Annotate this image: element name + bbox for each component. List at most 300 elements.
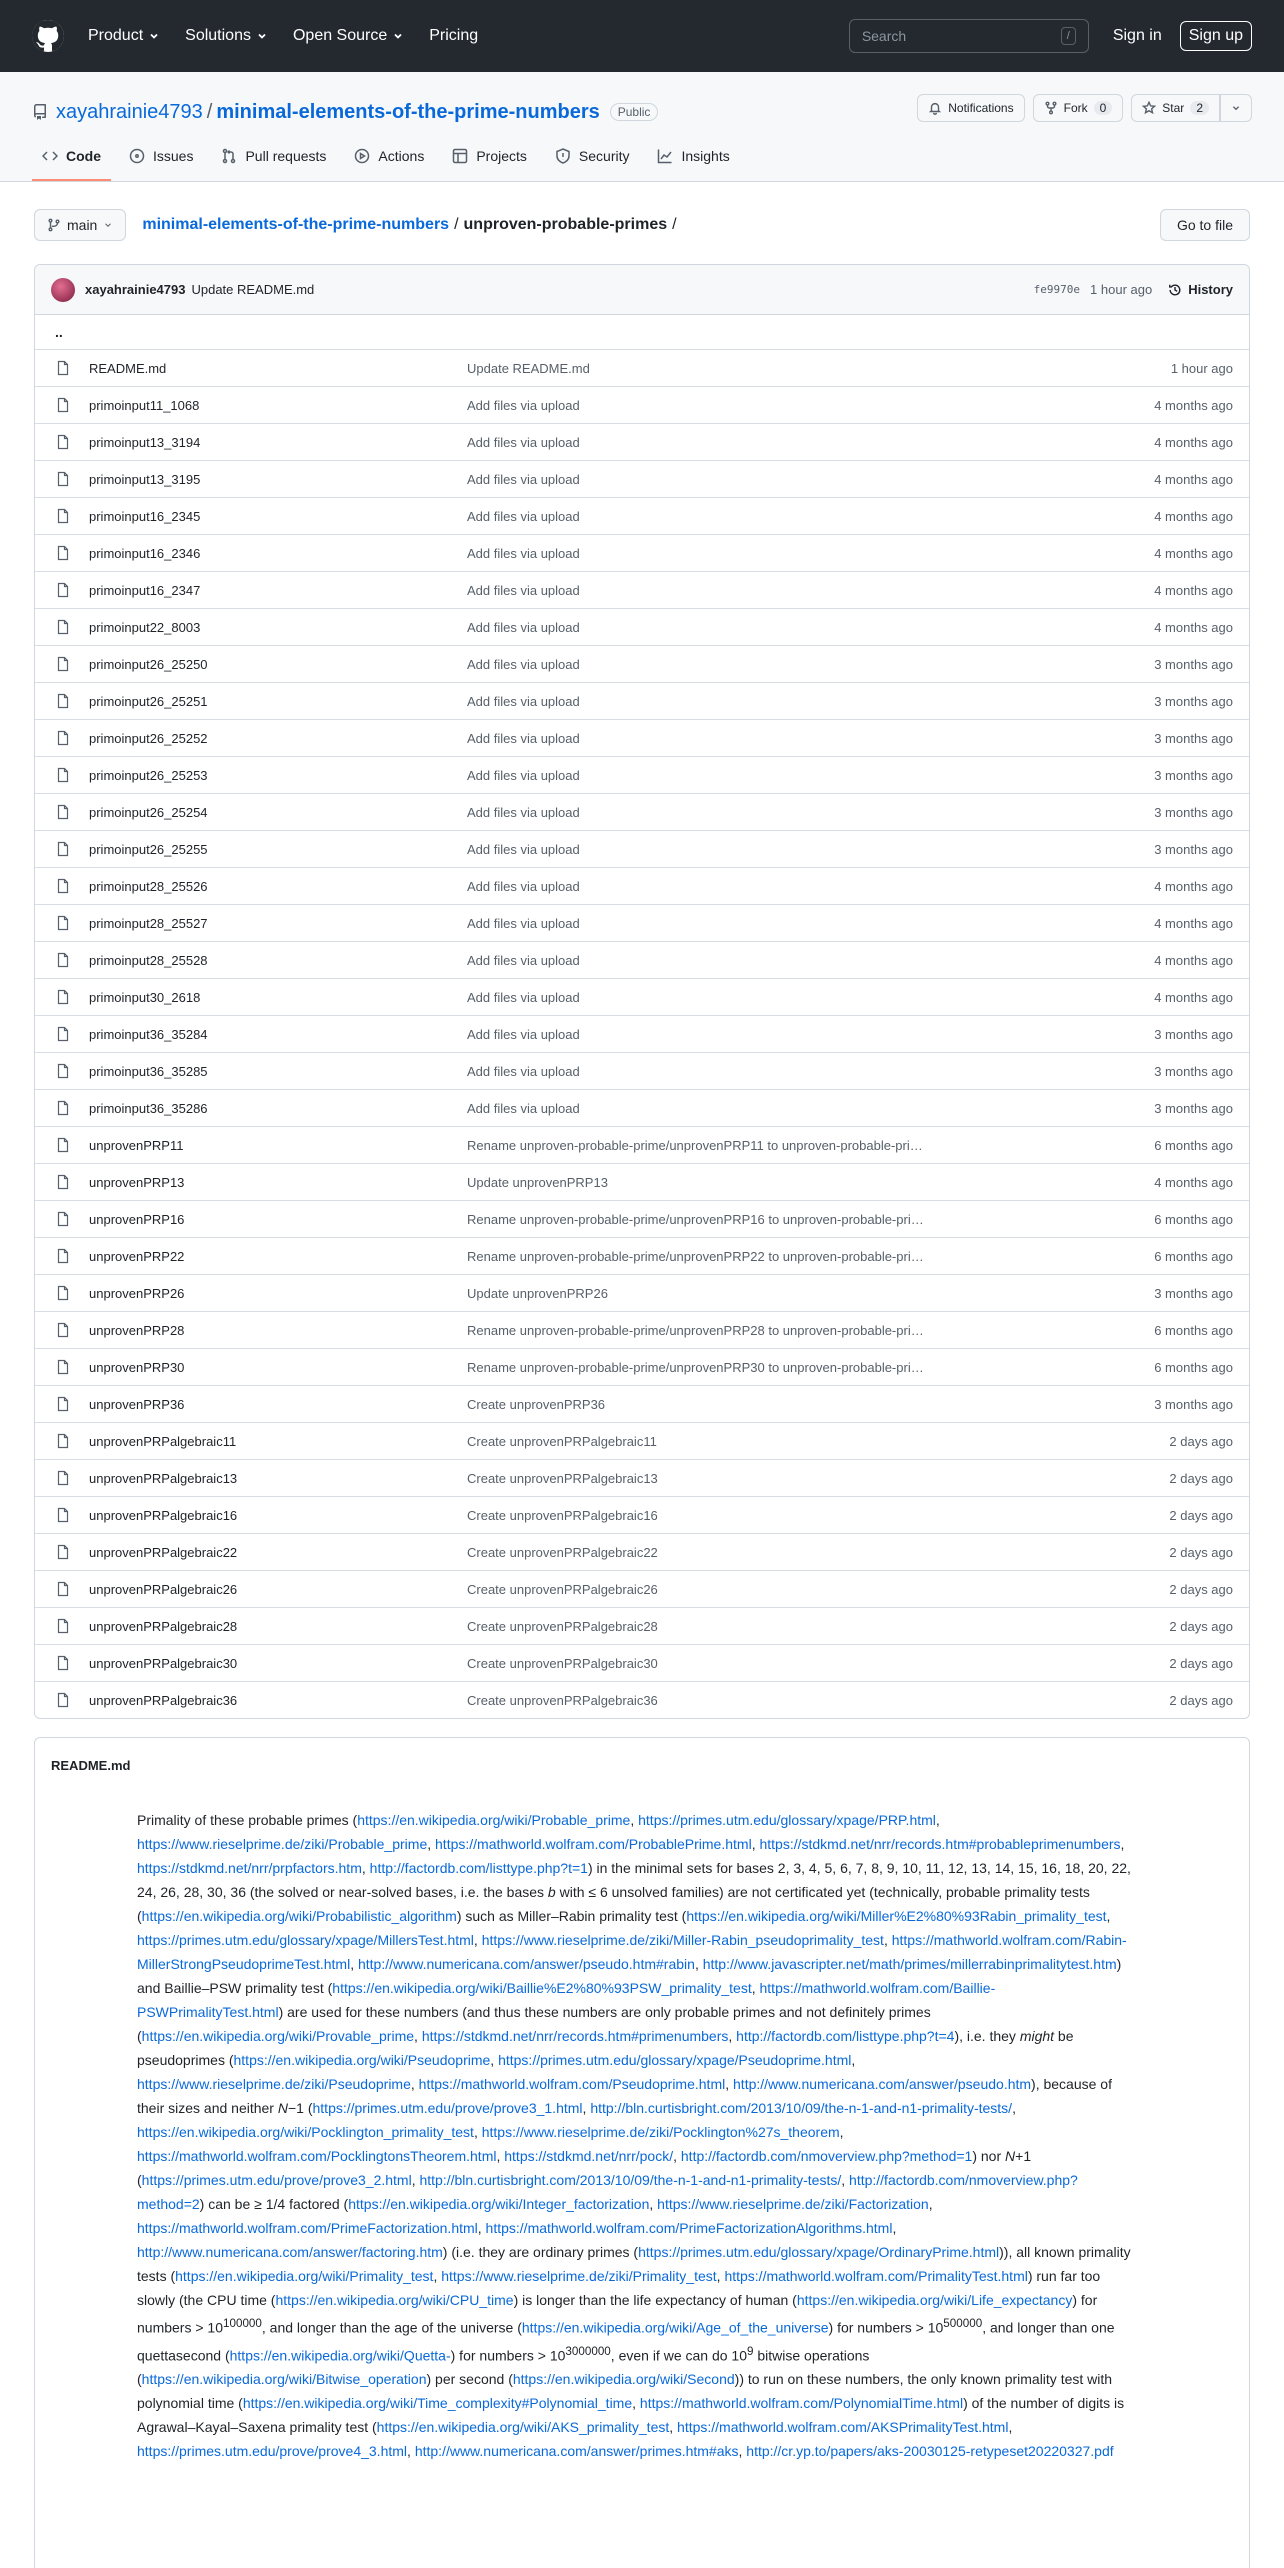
file-icon [55, 1211, 71, 1227]
file-name-link[interactable]: primoinput13_3194 [89, 434, 201, 450]
file-row [35, 1163, 1249, 1200]
file-commit-link[interactable]: Create unprovenPRPalgebraic30 [467, 1655, 658, 1671]
file-commit-link[interactable]: Add files via upload [467, 989, 580, 1005]
readme-link[interactable]: https://primes.utm.edu/glossary/xpage/Pseudoprime.html [498, 2052, 852, 2068]
file-commit-link[interactable]: Create unprovenPRPalgebraic36 [467, 1692, 658, 1708]
readme-link[interactable]: https://stdkmd.net/nrr/records.htm#probableprimenumbers [759, 1836, 1121, 1852]
readme-link[interactable]: https://en.wikipedia.org/wiki/Life_expectancy [796, 2292, 1073, 2308]
file-icon [55, 397, 71, 413]
readme-link[interactable]: https://en.wikipedia.org/wiki/Pseudoprime [233, 2052, 491, 2068]
file-commit-link[interactable]: Update unprovenPRP13 [467, 1174, 608, 1190]
readme-italic-text: might [1019, 2028, 1055, 2044]
readme-text: ) per second ( [426, 2371, 513, 2388]
repo-icon [32, 104, 48, 120]
nav-pricing[interactable]: Pricing [429, 27, 479, 44]
readme-text: , [716, 2268, 725, 2284]
file-name-link[interactable]: primoinput26_25255 [89, 841, 208, 857]
visibility-badge: Public [610, 103, 659, 121]
star-button[interactable]: Star 2 [1131, 94, 1220, 122]
file-commit-link[interactable]: Rename unproven-probable-prime/unprovenPRP16 to unproven-probable-pri… [467, 1211, 924, 1227]
sign-in-link[interactable]: Sign in [1112, 27, 1162, 44]
readme-link[interactable]: http://factordb.com/listtype.php?t=1 [369, 1860, 588, 1876]
readme-link[interactable]: https://www.rieselprime.de/ziki/Primality_test [441, 2268, 717, 2284]
file-name-link[interactable]: primoinput28_25527 [89, 915, 208, 931]
readme-link[interactable]: https://en.wikipedia.org/wiki/Baillie%E2%80%93PSW_primality_test [332, 1980, 752, 1996]
file-list [35, 315, 1249, 1718]
readme-link[interactable]: https://www.rieselprime.de/ziki/Pseudoprime [137, 2076, 411, 2092]
readme-link[interactable]: https://mathworld.wolfram.com/PrimalityTest.html [724, 2268, 1028, 2284]
readme-link[interactable]: https://mathworld.wolfram.com/PolynomialTime.html [639, 2395, 964, 2412]
file-icon [55, 1692, 71, 1708]
tab-projects[interactable]: Projects [442, 133, 537, 181]
readme-link[interactable]: https://en.wikipedia.org/wiki/Probabilistic_algorithm [141, 1908, 457, 1924]
file-name-link[interactable]: primoinput16_2347 [89, 582, 201, 598]
readme-link[interactable]: http://factordb.com/listtype.php?t=4 [736, 2028, 955, 2044]
file-row [35, 349, 1249, 386]
file-icon [55, 878, 71, 894]
repo-actions [917, 94, 1252, 122]
readme-text: , [673, 2148, 681, 2164]
readme-text: , [935, 1812, 940, 1828]
file-name-link[interactable]: unprovenPRP26 [89, 1285, 185, 1301]
readme-link[interactable]: https://mathworld.wolfram.com/Baillie-PSWPrimalityTest.html [137, 1980, 996, 2020]
readme-link[interactable]: http://www.numericana.com/answer/factoring.htm [137, 2244, 443, 2260]
readme-link[interactable]: https://en.wikipedia.org/wiki/Probable_prime [357, 1812, 631, 1828]
file-icon [55, 1396, 71, 1412]
file-icon [55, 656, 71, 672]
file-name-link[interactable]: primoinput36_35285 [89, 1063, 208, 1079]
readme-text: ) nor [972, 2148, 1006, 2164]
commit-author-link[interactable]: xayahrainie4793 [85, 282, 186, 297]
file-row [35, 1052, 1249, 1089]
tab-code[interactable]: Code [32, 133, 111, 181]
search-shortcut-key: / [1061, 27, 1076, 45]
chevron-down-icon [257, 31, 267, 41]
readme-link[interactable]: http://factordb.com/nmoverview.php?method=1 [680, 2148, 973, 2164]
file-name-link[interactable]: unprovenPRP36 [89, 1396, 185, 1412]
file-commit-link[interactable]: Add files via upload [467, 730, 580, 746]
readme-superscript: 100000 [223, 2317, 262, 2330]
readme-text: , [883, 1932, 892, 1948]
file-name-link[interactable]: primoinput26_25252 [89, 730, 208, 746]
file-commit-link[interactable]: Add files via upload [467, 767, 580, 783]
readme-title: README.md [35, 1738, 1249, 1794]
parent-directory-link[interactable]: .. [55, 324, 63, 340]
readme-link[interactable]: https://www.rieselprime.de/ziki/Miller-Rabin_pseudoprimality_test [481, 1932, 884, 1948]
file-icon [55, 1026, 71, 1042]
readme-text: , [410, 2076, 419, 2092]
code-icon [42, 148, 58, 164]
file-icon [55, 434, 71, 450]
file-commit-link[interactable]: Add files via upload [467, 545, 580, 561]
file-commit-link[interactable]: Add files via upload [467, 693, 580, 709]
readme-link[interactable]: https://primes.utm.edu/prove/prove3_1.html [312, 2100, 583, 2116]
nav-solutions[interactable]: Solutions [185, 27, 267, 45]
file-row [35, 1533, 1249, 1570]
readme-text: ) (i.e. they are ordinary primes ( [442, 2244, 639, 2260]
readme-link[interactable]: https://www.rieselprime.de/ziki/Factorization [657, 2196, 929, 2212]
readme-text: , [473, 1932, 482, 1948]
readme-link[interactable]: https://www.rieselprime.de/ziki/Pocklington%27s_theorem [481, 2124, 840, 2140]
file-name-link[interactable]: README.md [89, 360, 167, 376]
file-commit-link[interactable]: Update README.md [467, 360, 590, 376]
file-commit-link[interactable]: Add files via upload [467, 804, 580, 820]
readme-text: be pseudoprimes ( [137, 2028, 1074, 2068]
file-name-link[interactable]: primoinput36_35284 [89, 1026, 208, 1042]
repo-name-link[interactable]: minimal-elements-of-the-prime-numbers [216, 100, 600, 123]
readme-text: , [694, 1956, 703, 1972]
file-name-link[interactable]: unprovenPRPalgebraic30 [89, 1655, 238, 1671]
file-age: 2 days ago [1169, 1470, 1233, 1486]
file-age: 2 days ago [1169, 1655, 1233, 1671]
breadcrumb-trailing-separator: / [672, 216, 677, 233]
readme-link[interactable]: http://www.numericana.com/answer/pseudo.htm#rabin [357, 1956, 695, 1972]
file-commit-link[interactable]: Create unprovenPRPalgebraic11 [467, 1433, 657, 1449]
tab-insights[interactable]: Insights [647, 133, 739, 181]
readme-link[interactable]: https://stdkmd.net/nrr/records.htm#primenumbers [421, 2028, 729, 2044]
readme-text: ) such as Miller–Rabin primality test ( [456, 1908, 687, 1924]
file-commit-link[interactable]: Rename unproven-probable-prime/unprovenPRP11 to unproven-probable-pri… [467, 1137, 923, 1153]
file-name-link[interactable]: primoinput22_8003 [89, 619, 201, 635]
file-name-link[interactable]: unprovenPRPalgebraic11 [89, 1433, 237, 1449]
repo-owner-link[interactable]: xayahrainie4793 [56, 100, 203, 123]
readme-link[interactable]: http://factordb.com/nmoverview.php?method=2 [137, 2172, 1078, 2212]
file-row [35, 719, 1249, 756]
file-icon [55, 952, 71, 968]
file-commit-link[interactable]: Rename unproven-probable-prime/unprovenPRP22 to unproven-probable-pri… [467, 1248, 924, 1264]
file-name-link[interactable]: primoinput16_2346 [89, 545, 201, 561]
file-row [35, 1496, 1249, 1533]
file-commit-link[interactable]: Add files via upload [467, 1026, 580, 1042]
file-commit-link[interactable]: Create unprovenPRP36 [467, 1396, 606, 1412]
file-commit-link[interactable]: Create unprovenPRPalgebraic13 [467, 1470, 658, 1486]
file-commit-link[interactable]: Add files via upload [467, 656, 580, 672]
readme-link[interactable]: https://mathworld.wolfram.com/AKSPrimalityTest.html [677, 2419, 1009, 2436]
readme-link[interactable]: http://www.javascripter.net/math/primes/millerrabinprimalitytest.htm [702, 1956, 1117, 1972]
readme-link[interactable]: https://mathworld.wolfram.com/ProbablePrime.html [435, 1836, 752, 1852]
readme-link[interactable]: https://mathworld.wolfram.com/Pseudoprime.html [418, 2076, 726, 2092]
readme-paragraph [137, 1808, 1131, 2463]
file-commit-link[interactable]: Add files via upload [467, 508, 580, 524]
tab-issues[interactable]: Issues [119, 133, 203, 181]
readme-text: , and longer than one quettasecond ( [137, 2319, 1115, 2364]
file-name-link[interactable]: unprovenPRP11 [89, 1137, 184, 1153]
file-icon [55, 619, 71, 635]
file-name-link[interactable]: unprovenPRPalgebraic36 [89, 1692, 238, 1708]
breadcrumb-separator: / [454, 216, 459, 233]
file-age: 3 months ago [1154, 730, 1233, 746]
readme-text: , [841, 2172, 850, 2188]
commit-sha-link[interactable]: fe9970e [1033, 283, 1081, 296]
file-name-link[interactable]: unprovenPRP16 [89, 1211, 185, 1227]
branch-icon [47, 218, 61, 232]
file-name-link[interactable]: unprovenPRPalgebraic13 [89, 1470, 238, 1486]
file-commit-link[interactable]: Add files via upload [467, 1100, 580, 1116]
file-name-link[interactable]: primoinput26_25251 [89, 693, 208, 709]
avatar[interactable] [51, 278, 75, 302]
readme-link[interactable]: https://en.wikipedia.org/wiki/Age_of_the_universe [521, 2319, 829, 2336]
file-age: 2 days ago [1169, 1544, 1233, 1560]
readme-text: ), because of their sizes and neither [137, 2076, 1112, 2116]
repo-separator: / [206, 100, 213, 123]
file-age: 4 months ago [1154, 878, 1233, 894]
readme-link[interactable]: https://stdkmd.net/nrr/pock/ [504, 2148, 674, 2164]
readme-link[interactable]: https://primes.utm.edu/prove/prove4_3.html [137, 2443, 408, 2460]
file-commit-link[interactable]: Add files via upload [467, 471, 580, 487]
readme-link[interactable]: https://mathworld.wolfram.com/Rabin-MillerStrongPseudoprimeTest.html [137, 1932, 1127, 1972]
readme-link[interactable]: https://en.wikipedia.org/wiki/Pocklington_primality_test [137, 2124, 474, 2140]
fork-count: 0 [1094, 101, 1113, 115]
file-row [35, 1089, 1249, 1126]
github-logo-icon[interactable] [32, 20, 64, 52]
file-name-link[interactable]: primoinput28_25526 [89, 878, 208, 894]
star-list-dropdown[interactable] [1220, 94, 1252, 122]
readme-text: ) for numbers > 10 [828, 2319, 944, 2336]
readme-text: Primality of these probable primes ( [137, 1812, 358, 1828]
readme-link[interactable]: http://bln.curtisbright.com/2013/10/09/the-n-1-and-n1-primality-tests/ [590, 2100, 1013, 2116]
sign-up-button[interactable]: Sign up [1180, 21, 1252, 51]
file-name-link[interactable]: unprovenPRP22 [89, 1248, 185, 1264]
latest-commit-bar [35, 265, 1249, 315]
readme-text: )), all known primality tests ( [137, 2244, 1131, 2284]
file-commit-link[interactable]: Create unprovenPRPalgebraic28 [467, 1618, 658, 1634]
file-icon [55, 804, 71, 820]
readme-text: bitwise operations ( [137, 2347, 870, 2388]
file-row [35, 1126, 1249, 1163]
readme-text: , [496, 2148, 505, 2164]
file-name-link[interactable]: unprovenPRPalgebraic28 [89, 1618, 238, 1634]
readme-link[interactable]: https://stdkmd.net/nrr/prpfactors.htm [137, 1860, 362, 1876]
file-row [35, 941, 1249, 978]
file-row [35, 608, 1249, 645]
go-to-file-button[interactable]: Go to file [1160, 209, 1250, 241]
main-content [0, 182, 1284, 2568]
shield-icon [555, 148, 571, 164]
file-commit-link[interactable]: Add files via upload [467, 434, 580, 450]
readme-text: , [632, 2395, 640, 2412]
file-row [35, 1422, 1249, 1459]
file-icon [55, 508, 71, 524]
file-icon [55, 1100, 71, 1116]
file-row [35, 978, 1249, 1015]
readme-text: , [738, 2443, 747, 2460]
file-name-link[interactable]: primoinput30_2618 [89, 989, 201, 1005]
readme-text: , and longer than the age of the universe ( [261, 2319, 522, 2336]
readme-text: ) in the minimal sets for bases 2, 3, 4, 5, 6, 7, 8, 9, 10, 11, 12, 13, 14, 15, 16, 18, 20, 22, 24, 26, 28, 30, 36 (the solved or near-solved bases, i.e. the bases [137, 1860, 1131, 1900]
file-name-link[interactable]: primoinput11_1068 [89, 397, 200, 413]
search-input[interactable] [849, 19, 1089, 53]
fork-button[interactable]: Fork 0 [1033, 94, 1124, 122]
readme-link[interactable]: https://en.wikipedia.org/wiki/Provable_prime [141, 2028, 415, 2044]
file-name-link[interactable]: unprovenPRPalgebraic22 [89, 1544, 238, 1560]
readme-link[interactable]: http://www.numericana.com/answer/pseudo.htm [733, 2076, 1032, 2092]
play-icon [354, 148, 370, 164]
top-nav [88, 27, 849, 45]
readme-superscript: 500000 [943, 2317, 983, 2330]
file-row [35, 1200, 1249, 1237]
bell-icon [928, 101, 942, 115]
readme-text: , [851, 2052, 856, 2068]
tab-pull-requests[interactable]: Pull requests [211, 133, 336, 181]
file-age: 2 days ago [1169, 1581, 1233, 1597]
search-placeholder: Search [861, 28, 907, 44]
history-link[interactable]: History [1168, 282, 1233, 297]
readme-text: ) are used for these numbers (and thus these numbers are only probable primes and not definitely primes ( [137, 2004, 931, 2044]
file-age: 2 days ago [1169, 1507, 1233, 1523]
readme-text: , [490, 2052, 499, 2068]
readme-text: , [473, 2124, 482, 2140]
readme-text: +1 ( [137, 2148, 1032, 2188]
file-icon [55, 1655, 71, 1671]
file-commit-link[interactable]: Add files via upload [467, 841, 580, 857]
nav-product[interactable]: Product [88, 27, 159, 45]
readme-link[interactable]: https://en.wikipedia.org/wiki/Quetta- [229, 2347, 451, 2364]
readme-text: with ≤ 6 unsolved families) are not certificated yet (technically, probable primality tests ( [137, 1884, 1090, 1924]
readme-link[interactable]: https://mathworld.wolfram.com/PrimeFactorizationAlgorithms.html [485, 2220, 893, 2236]
file-name-link[interactable]: primoinput26_25253 [89, 767, 208, 783]
file-name-link[interactable]: unprovenPRPalgebraic26 [89, 1581, 238, 1597]
file-commit-link[interactable]: Add files via upload [467, 1063, 580, 1079]
breadcrumb-current-dir: unproven-probable-primes [463, 216, 668, 233]
file-name-link[interactable]: unprovenPRP30 [89, 1359, 185, 1375]
readme-link[interactable]: https://en.wikipedia.org/wiki/CPU_time [275, 2292, 514, 2308]
file-age: 4 months ago [1154, 545, 1233, 561]
readme-text: , [928, 2196, 933, 2212]
star-count: 2 [1190, 101, 1209, 115]
nav-open-source[interactable]: Open Source [293, 27, 403, 45]
file-commit-link[interactable]: Add files via upload [467, 878, 580, 894]
file-age: 6 months ago [1154, 1137, 1233, 1153]
readme-link[interactable]: https://mathworld.wolfram.com/PrimeFactorization.html [137, 2220, 478, 2236]
file-commit-link[interactable]: Create unprovenPRPalgebraic22 [467, 1544, 658, 1560]
file-icon [55, 545, 71, 561]
file-commit-link[interactable]: Rename unproven-probable-prime/unprovenPRP28 to unproven-probable-pri… [467, 1322, 924, 1338]
file-age: 4 months ago [1154, 508, 1233, 524]
tab-security[interactable]: Security [545, 133, 640, 181]
file-name-link[interactable]: unprovenPRP13 [89, 1174, 185, 1190]
readme-text: ) of the number of digits is Agrawal–Kayal–Saxena primality test ( [137, 2395, 1125, 2436]
file-commit-link[interactable]: Create unprovenPRPalgebraic26 [467, 1581, 658, 1597]
readme-link[interactable]: http://cr.yp.to/papers/aks-20030125-retypeset20220327.pdf [746, 2443, 1114, 2460]
readme-text: , [751, 1836, 760, 1852]
file-icon [55, 730, 71, 746]
readme-link[interactable]: https://primes.utm.edu/glossary/xpage/PRP.html [638, 1812, 936, 1828]
readme-link[interactable]: https://primes.utm.edu/glossary/xpage/OrdinaryPrime.html [638, 2244, 1000, 2260]
file-commit-link[interactable]: Add files via upload [467, 619, 580, 635]
file-row [35, 645, 1249, 682]
file-row [35, 867, 1249, 904]
readme-link[interactable]: https://en.wikipedia.org/wiki/AKS_primality_test [376, 2419, 670, 2436]
readme-superscript: 3000000 [565, 2344, 611, 2358]
file-row [35, 460, 1249, 497]
file-icon [55, 1359, 71, 1375]
fork-icon [1044, 101, 1058, 115]
readme-text: ) for numbers > 10 [450, 2347, 566, 2364]
readme-text: , [582, 2100, 591, 2116]
readme-text: , even if we can do 10 [610, 2347, 747, 2364]
file-age: 4 months ago [1154, 582, 1233, 598]
file-row [35, 682, 1249, 719]
readme-text: , [411, 2172, 420, 2188]
notifications-button[interactable]: Notifications [917, 94, 1024, 122]
readme-link[interactable]: https://en.wikipedia.org/wiki/Time_complexity#Polynomial_time [242, 2395, 633, 2412]
file-commit-link[interactable]: Add files via upload [467, 582, 580, 598]
readme-link[interactable]: https://en.wikipedia.org/wiki/Primality_test [175, 2268, 434, 2284]
readme-text: , [1012, 2100, 1016, 2116]
file-name-link[interactable]: unprovenPRPalgebraic16 [89, 1507, 238, 1523]
file-name-link[interactable]: primoinput16_2345 [89, 508, 201, 524]
file-icon [55, 1433, 71, 1449]
file-commit-link[interactable]: Add files via upload [467, 397, 580, 413]
file-commit-link[interactable]: Add files via upload [467, 915, 580, 931]
file-age: 3 months ago [1154, 1285, 1233, 1301]
file-icon [55, 1174, 71, 1190]
readme-link[interactable]: https://mathworld.wolfram.com/PocklingtonsTheorem.html [137, 2148, 497, 2164]
readme-link[interactable]: https://primes.utm.edu/prove/prove3_2.html [141, 2172, 412, 2188]
readme-link[interactable]: https://en.wikipedia.org/wiki/Second [512, 2371, 735, 2388]
readme-text: , [433, 2268, 442, 2284]
file-row [35, 1348, 1249, 1385]
file-row [35, 1570, 1249, 1607]
readme-content [35, 1794, 1249, 2463]
file-commit-link[interactable]: Rename unproven-probable-prime/unprovenPRP30 to unproven-probable-pri… [467, 1359, 924, 1375]
readme-text: , [350, 1956, 358, 1972]
readme-text: , [725, 2076, 734, 2092]
file-name-link[interactable]: primoinput36_35286 [89, 1100, 208, 1116]
repo-tabs [32, 133, 740, 181]
triangle-down-icon [1229, 101, 1243, 115]
readme-text: , [427, 1836, 436, 1852]
readme-text: , [751, 1980, 760, 1996]
tab-actions[interactable]: Actions [344, 133, 434, 181]
file-commit-link[interactable]: Add files via upload [467, 952, 580, 968]
file-commit-link[interactable]: Update unprovenPRP26 [467, 1285, 608, 1301]
file-age: 3 months ago [1154, 1100, 1233, 1116]
file-age: 6 months ago [1154, 1322, 1233, 1338]
file-name-link[interactable]: unprovenPRP28 [89, 1322, 185, 1338]
file-name-link[interactable]: primoinput26_25250 [89, 656, 208, 672]
readme-link[interactable]: https://en.wikipedia.org/wiki/Integer_factorization [348, 2196, 650, 2212]
readme-link[interactable]: https://primes.utm.edu/glossary/xpage/MillersTest.html [137, 1932, 474, 1948]
commit-message-link[interactable]: Update README.md [191, 282, 315, 297]
history-icon [1168, 283, 1182, 297]
readme-link[interactable]: https://en.wikipedia.org/wiki/Bitwise_operation [141, 2371, 427, 2388]
breadcrumb-repo-link[interactable]: minimal-elements-of-the-prime-numbers [142, 216, 450, 233]
file-age: 6 months ago [1154, 1359, 1233, 1375]
graph-icon [657, 148, 673, 164]
file-name-link[interactable]: primoinput26_25254 [89, 804, 208, 820]
readme-link[interactable]: http://www.numericana.com/answer/primes.htm#aks [414, 2443, 739, 2460]
file-row [35, 830, 1249, 867]
readme-text: , [649, 2196, 658, 2212]
readme-text: , [407, 2443, 415, 2460]
readme-link[interactable]: http://bln.curtisbright.com/2013/10/09/the-n-1-and-n1-primality-tests/ [419, 2172, 842, 2188]
readme-link[interactable]: https://en.wikipedia.org/wiki/Miller%E2%80%93Rabin_primality_test [686, 1908, 1107, 1924]
file-age: 4 months ago [1154, 1174, 1233, 1190]
readme-text: −1 ( [287, 2100, 313, 2116]
file-row [35, 1385, 1249, 1422]
file-commit-link[interactable]: Create unprovenPRPalgebraic16 [467, 1507, 658, 1523]
readme-link[interactable]: https://www.rieselprime.de/ziki/Probable_prime [137, 1836, 428, 1852]
file-name-link[interactable]: primoinput28_25528 [89, 952, 208, 968]
readme-text: ) can be ≥ 1/4 factored ( [199, 2196, 349, 2212]
repo-header [0, 72, 1284, 182]
readme-text: , [892, 2220, 897, 2236]
file-row [35, 1681, 1249, 1718]
file-icon [55, 1507, 71, 1523]
file-name-link[interactable]: primoinput13_3195 [89, 471, 201, 487]
branch-selector[interactable]: main [34, 209, 126, 241]
